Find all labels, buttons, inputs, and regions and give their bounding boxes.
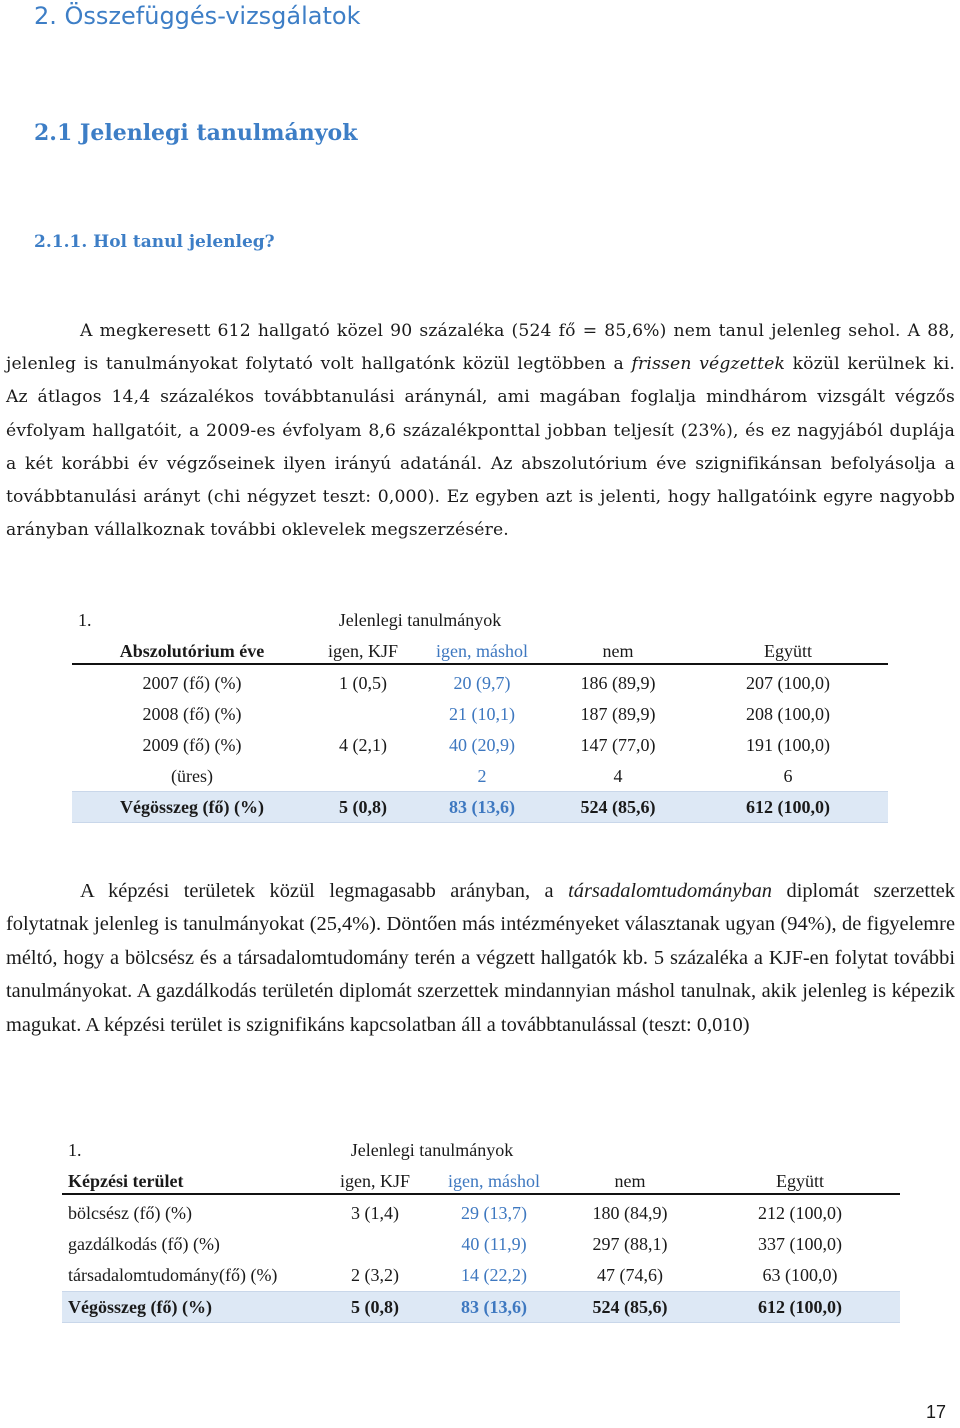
total-row: [0, 1292, 960, 1323]
cell: 2 (3,2): [351, 1265, 399, 1285]
table-row: [0, 1198, 960, 1229]
table-row: [0, 761, 960, 792]
cell: 40 (11,9): [461, 1234, 527, 1254]
cell: 40 (20,9): [449, 735, 515, 755]
cell: 208 (100,0): [746, 704, 830, 724]
cell: 20 (9,7): [453, 673, 511, 693]
column-header: igen, máshol: [436, 641, 528, 661]
paragraph-1-italic: frissen végzettek: [631, 354, 786, 375]
table-title: Jelenlegi tanulmányok: [350, 1140, 514, 1160]
row-label: gazdálkodás (fő) (%): [68, 1234, 220, 1254]
table-number: 1.: [68, 1140, 82, 1160]
cell: 524 (85,6): [592, 1297, 668, 1317]
section-heading: 2. Összefüggés-vizsgálatok: [34, 2, 361, 30]
cell: 147 (77,0): [580, 735, 656, 755]
cell: 4: [613, 766, 623, 786]
cell: 3 (1,4): [351, 1203, 399, 1223]
cell: 180 (84,9): [592, 1203, 668, 1223]
row-label: 2007 (fő) (%): [142, 673, 242, 693]
paragraph-2-text: A képzési területek közül legmagasabb arányban, a: [80, 880, 569, 902]
column-header: nem: [602, 641, 634, 661]
page-number: 17: [925, 1402, 946, 1422]
cell: 612 (100,0): [758, 1297, 842, 1317]
header-rule: [62, 1193, 900, 1195]
cell: 83 (13,6): [461, 1297, 527, 1317]
cell: 29 (13,7): [461, 1203, 527, 1223]
table-row: [0, 730, 960, 761]
row-label: Végösszeg (fő) (%): [68, 1297, 212, 1317]
subsection-heading: 2.1 Jelenlegi tanulmányok: [34, 120, 358, 146]
cell: 612 (100,0): [746, 797, 830, 817]
cell: 207 (100,0): [746, 673, 830, 693]
table-title: Jelenlegi tanulmányok: [338, 610, 502, 630]
table-row: [0, 699, 960, 730]
table-caption: [0, 605, 960, 636]
table-row: [0, 1260, 960, 1291]
paragraph-1-text-cont: közül kerülnek ki. Az átlagos 14,4 százalékos továbbtanulási aránynál, ami magában foglalja mindhárom vizsgált végzős évfolyam hallgatóit, a 2009-es évfolyam 8,6 százalékponttal jobban teljesít (23%), és ez nagyjából duplája a két korábbi év végzőseinek ilyen irányú adatánál. Az abszolutórium éve szignifikánsan befolyásolja a továbbtanulási arányt (chi négyzet teszt: 0,000). Ez egyben azt is jelenti, hogy hallgatóink egyre nagyobb arányban vállalkoznak további oklevelek megszerzésére.: [6, 354, 955, 541]
column-header: igen, KJF: [327, 641, 399, 661]
cell: 1 (0,5): [339, 673, 387, 693]
row-label: Végösszeg (fő) (%): [120, 797, 264, 817]
row-label: 2008 (fő) (%): [142, 704, 242, 724]
paragraph-2: [6, 875, 955, 1042]
paragraph-2-text-cont: diplomát szerzettek folytatnak jelenleg is tanulmányokat (25,4%). Döntően más intézményeket választanak ugyan (94%), de figyelemre méltó, hogy a bölcsész és a társadalomtudomány terén a végzett hallgatók kb. 5 százaléka a KJF-en folytat további tanulmányokat. A gazdálkodás területén diplomát szerzettek mindannyian máshol tanulnak, akik jelenleg is képezik magukat. A képzési terület is szignifikáns kapcsolatban áll a továbbtanulással (teszt: 0,010): [6, 880, 955, 1036]
column-header: Abszolutórium éve: [119, 641, 265, 661]
cell: 297 (88,1): [592, 1234, 668, 1254]
paragraph-1-text: A megkeresett 612 hallgató közel 90 százaléka (524 fő = 85,6%) nem tanul jelenleg sehol. A 88, jelenleg is tanulmányokat folytató volt hallgatónk közül legtöbben a: [6, 321, 955, 375]
cell: 2: [477, 766, 487, 786]
column-header: Együtt: [776, 1171, 824, 1191]
row-label: bölcsész (fő) (%): [68, 1203, 192, 1223]
paragraph-2-italic: társadalomtudományban: [568, 880, 773, 902]
table-row: [0, 668, 960, 699]
column-header: Képzési terület: [68, 1171, 184, 1191]
row-label: 2009 (fő) (%): [142, 735, 242, 755]
column-header: Együtt: [764, 641, 812, 661]
cell: 337 (100,0): [758, 1234, 842, 1254]
cell: 14 (22,2): [461, 1265, 527, 1285]
cell: 524 (85,6): [580, 797, 656, 817]
cell: 21 (10,1): [449, 704, 515, 724]
cell: 63 (100,0): [762, 1265, 838, 1285]
cell: 186 (89,9): [580, 673, 656, 693]
cell: 6: [783, 766, 793, 786]
table-row: [0, 1229, 960, 1260]
total-row: [0, 792, 960, 823]
table-number: 1.: [78, 610, 92, 630]
header-rule: [72, 663, 888, 665]
cell: 47 (74,6): [597, 1265, 663, 1285]
column-header: nem: [614, 1171, 646, 1191]
cell: 187 (89,9): [580, 704, 656, 724]
column-header: igen, máshol: [448, 1171, 540, 1191]
cell: 5 (0,8): [351, 1297, 399, 1317]
row-label: (üres): [171, 766, 213, 786]
row-label: társadalomtudomány(fő) (%): [68, 1265, 278, 1285]
cell: 191 (100,0): [746, 735, 830, 755]
table-caption: [0, 1135, 960, 1166]
cell: 83 (13,6): [449, 797, 515, 817]
paragraph-1: [6, 315, 955, 547]
cell: 212 (100,0): [758, 1203, 842, 1223]
cell: 5 (0,8): [339, 797, 387, 817]
subsubsection-heading: 2.1.1. Hol tanul jelenleg?: [34, 232, 275, 252]
cell: 4 (2,1): [339, 735, 387, 755]
column-header: igen, KJF: [339, 1171, 411, 1191]
